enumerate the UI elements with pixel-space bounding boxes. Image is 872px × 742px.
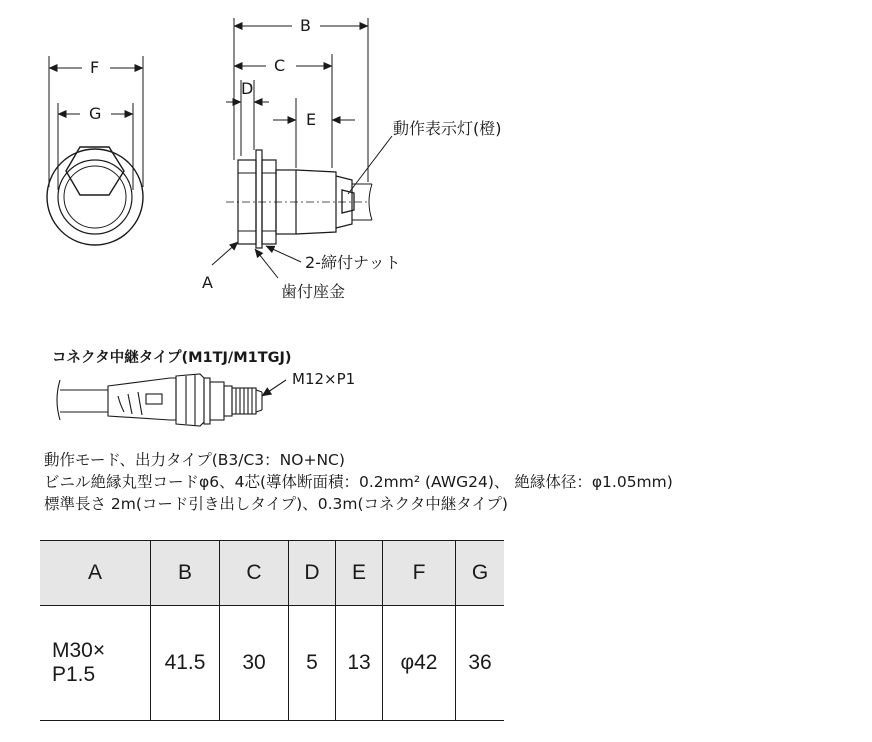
spec-line-3: 標準長さ 2m(コード引き出しタイプ)、0.3m(コネクタ中継タイプ) (44, 495, 508, 513)
dim-label-e: E (306, 110, 317, 129)
dim-label-b: B (300, 16, 311, 35)
cell-d: 5 (289, 606, 336, 721)
header-b: B (151, 541, 220, 606)
table-row (40, 606, 504, 721)
table-header-row (40, 541, 504, 606)
header-a: A (40, 541, 151, 606)
cell-a-line1: M30× (52, 639, 106, 662)
indicator-lamp-label: 動作表示灯(橙) (393, 119, 502, 138)
front-view (47, 147, 143, 245)
cell-b: 41.5 (151, 606, 220, 721)
header-d: D (289, 541, 336, 606)
connector-section-title: コネクタ中継タイプ(M1TJ/M1TGJ) (52, 350, 292, 366)
toothed-washer-label: 歯付座金 (281, 282, 346, 301)
cell-a-line2: P1.5 (52, 663, 96, 686)
cell-a (40, 606, 151, 721)
tightening-nut-label: 2-締付ナット (305, 253, 401, 272)
cell-f: φ42 (383, 606, 456, 721)
connector-relay-drawing (57, 374, 286, 426)
header-e: E (336, 541, 383, 606)
cell-g: 36 (456, 606, 505, 721)
side-view (226, 150, 372, 248)
dim-label-d: D (241, 79, 254, 98)
spec-line-1: 動作モード、出力タイプ(B3/C3：NO+NC) (44, 451, 345, 469)
header-f: F (383, 541, 456, 606)
dim-label-f: F (90, 58, 100, 77)
dim-label-a: A (202, 273, 213, 292)
spec-line-2: ビニル絶縁丸型コードφ6、4芯(導体断面積：0.2mm² (AWG24)、 絶縁体径：φ1.05mm) (44, 473, 673, 491)
connector-thread-label: M12×P1 (292, 370, 356, 388)
cell-c: 30 (220, 606, 289, 721)
header-c: C (220, 541, 289, 606)
cell-e: 13 (336, 606, 383, 721)
dimension-table (40, 540, 504, 721)
dim-label-c: C (274, 56, 286, 75)
dim-label-g: G (89, 104, 102, 123)
header-g: G (456, 541, 505, 606)
